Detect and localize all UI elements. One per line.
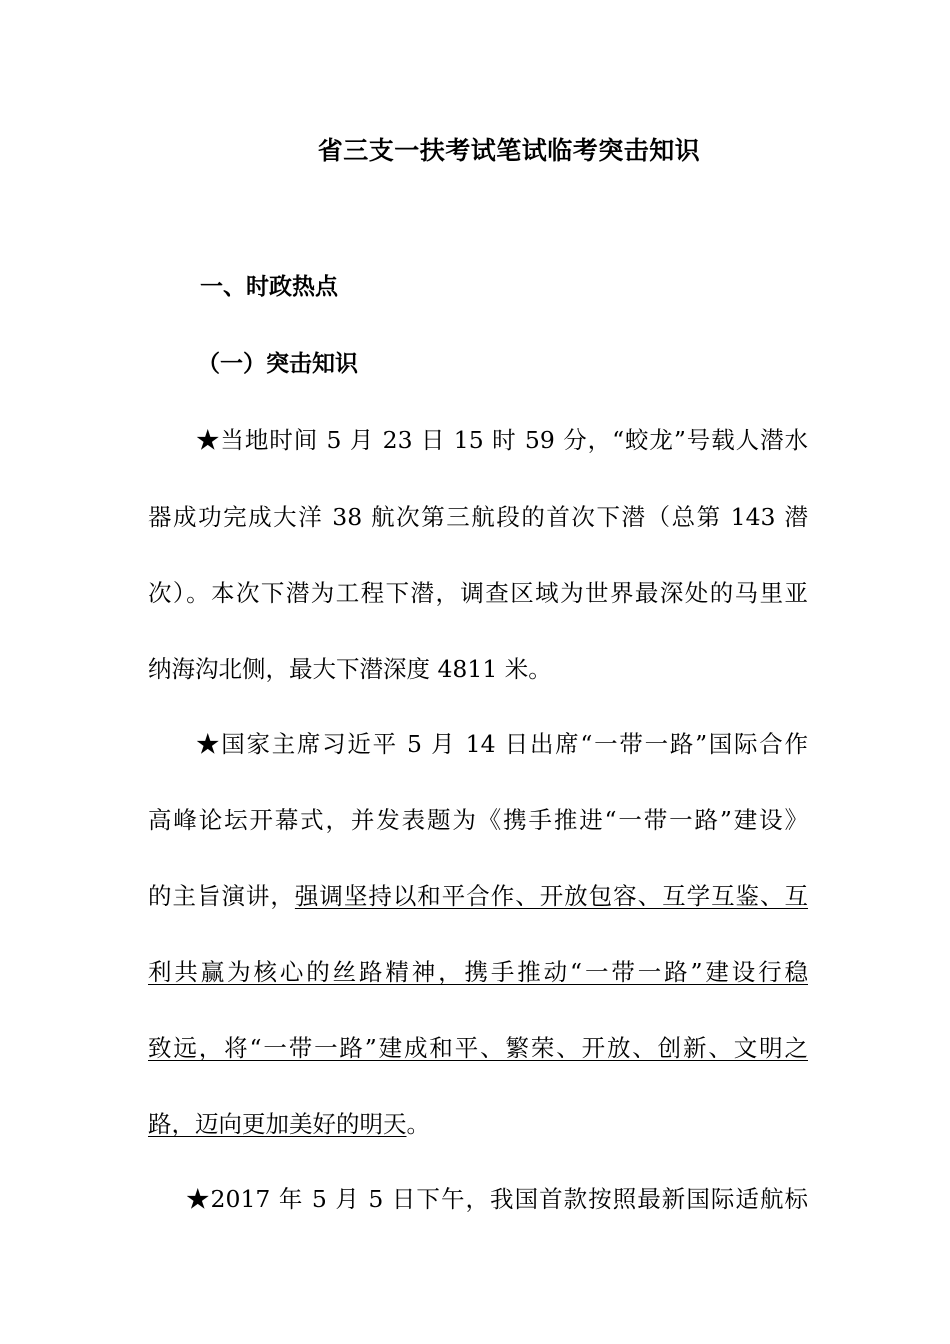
- paragraph-3-line-1: ★2017 年 5 月 5 日下午，我国首款按照最新国际适航标: [186, 1185, 808, 1213]
- paragraph-1-line-3: 次）。本次下潜为工程下潜，调查区域为世界最深处的马里亚: [148, 579, 808, 607]
- subsection-heading: （一）突击知识: [197, 350, 358, 377]
- paragraph-1-line-4: 纳海沟北侧，最大下潜深度 4811 米。: [148, 655, 552, 683]
- paragraph-2-line-6: [148, 1109, 808, 1139]
- section-heading: 一、时政热点: [200, 273, 338, 300]
- paragraph-1-line-2: 器成功完成大洋 38 航次第三航段的首次下潜（总第 143 潜: [148, 503, 808, 531]
- paragraph-1-line-1: ★当地时间 5 月 23 日 15 时 59 分，“蛟龙”号载人潜水: [196, 426, 808, 454]
- document-title: 省三支一扶考试笔试临考突击知识: [317, 136, 701, 165]
- paragraph-2-line-3-plain: 的主旨演讲，: [148, 882, 295, 910]
- paragraph-2-line-3: [148, 881, 808, 911]
- paragraph-2-line-6-plain: 。: [406, 1110, 430, 1138]
- paragraph-2-line-6-underlined: 路，迈向更加美好的明天: [148, 1110, 407, 1138]
- paragraph-2-line-4: 利共赢为核心的丝路精神，携手推动“一带一路”建设行稳: [148, 958, 808, 986]
- paragraph-2-line-1: ★国家主席习近平 5 月 14 日出席“一带一路”国际合作: [196, 730, 808, 758]
- paragraph-2-line-3-underlined: 强调坚持以和平合作、开放包容、互学互鉴、互: [294, 882, 809, 910]
- paragraph-2-line-5: 致远，将“一带一路”建成和平、繁荣、开放、创新、文明之: [148, 1034, 808, 1062]
- paragraph-2-line-2: 高峰论坛开幕式，并发表题为《携手推进“一带一路”建设》: [148, 806, 808, 834]
